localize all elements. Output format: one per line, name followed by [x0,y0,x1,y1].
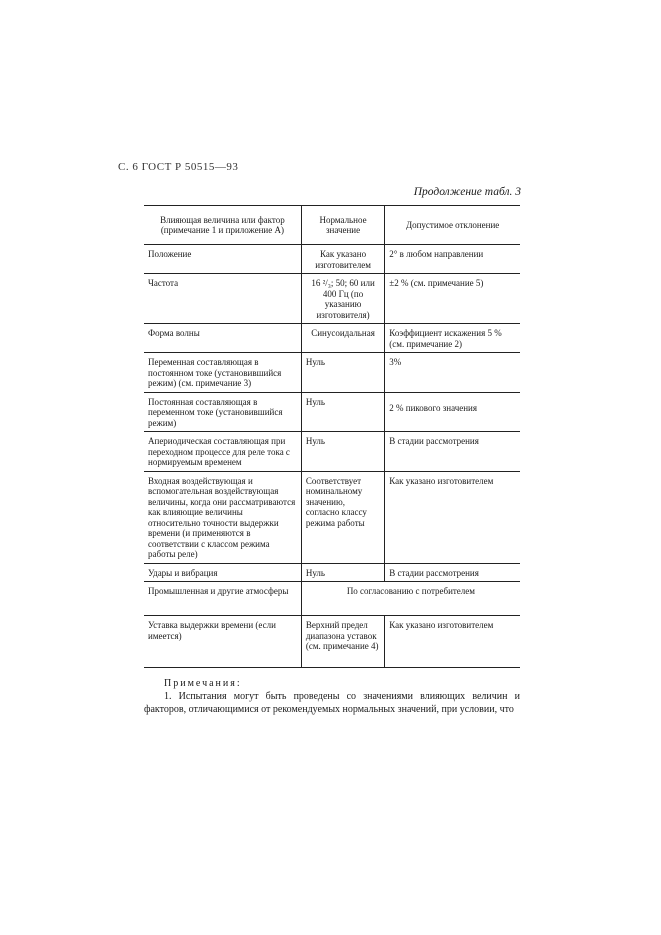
cell-tolerance: Как указано изготовителем [385,616,520,668]
table-row [144,432,520,472]
table-header-row [144,206,520,245]
cell-tolerance: В стадии рассмотрения [385,563,520,582]
influence-factors-table [144,205,520,668]
table-row [144,324,520,353]
cell-factor: Уставка выдержки времени (если имеется) [144,616,301,668]
cell-normal: Синусоидальная [301,324,384,353]
cell-tolerance: 2 % пикового значения [385,392,520,432]
cell-normal: Верхний предел диапазона уставок (см. примечание 4) [301,616,384,668]
notes-section [144,677,520,716]
cell-normal: Нуль [301,392,384,432]
table-row [144,582,520,616]
cell-factor: Положение [144,245,301,274]
table-row [144,471,520,563]
cell-tolerance: В стадии рассмотрения [385,432,520,472]
table-row [144,274,520,324]
cell-normal: Нуль [301,432,384,472]
table-row [144,392,520,432]
header-factor: Влияющая величина или фактор (примечание 1 и приложение А) [144,206,301,245]
table-row [144,563,520,582]
cell-tolerance: 3% [385,353,520,393]
cell-factor: Апериодическая составляющая при переходном процессе для реле тока с нормируемым временем [144,432,301,472]
cell-factor: Промышленная и другие атмосферы [144,582,301,616]
header-normal-value: Нормальное значение [301,206,384,245]
table-continuation-label: Продолжение табл. 3 [413,186,521,198]
cell-normal: Нуль [301,353,384,393]
cell-tolerance: Коэффициент искажения 5 % (см. примечание 2) [385,324,520,353]
table-row [144,245,520,274]
cell-factor: Частота [144,274,301,324]
cell-normal: Соответствует номинальному значению, согласно классу режима работы [301,471,384,563]
table-row [144,616,520,668]
cell-tolerance: 2° в любом направлении [385,245,520,274]
notes-title: Примечания: [164,678,242,689]
cell-normal: Нуль [301,563,384,582]
header-tolerance: Допустимое отклонение [385,206,520,245]
note-item-1: 1. Испытания могут быть проведены со значениями влияющих величин и факторов, отличающимися от рекомендуемых нормальных значений, при условии, что [144,691,520,715]
table-row [144,353,520,393]
cell-normal: 16 ²/₃; 50; 60 или 400 Гц (по указанию изготовителя) [301,274,384,324]
cell-tolerance: Как указано изготовителем [385,471,520,563]
cell-factor: Форма волны [144,324,301,353]
cell-factor: Постоянная составляющая в переменном токе (установившийся режим) [144,392,301,432]
cell-tolerance: ±2 % (см. примечание 5) [385,274,520,324]
cell-factor: Переменная составляющая в постоянном токе (установившийся режим) (см. примечание 3) [144,353,301,393]
cell-merged-value: По согласованию с потребителем [301,582,520,616]
cell-normal: Как указано изготовителем [301,245,384,274]
cell-factor: Удары и вибрация [144,563,301,582]
cell-factor: Входная воздействующая и вспомогательная воздействующая величины, когда они рассматриваются как влияющие величины относительно точности выдержки времени (и применяются в соответствии с классом режима работы реле) [144,471,301,563]
page-header: С. 6 ГОСТ Р 50515—93 [118,161,239,173]
